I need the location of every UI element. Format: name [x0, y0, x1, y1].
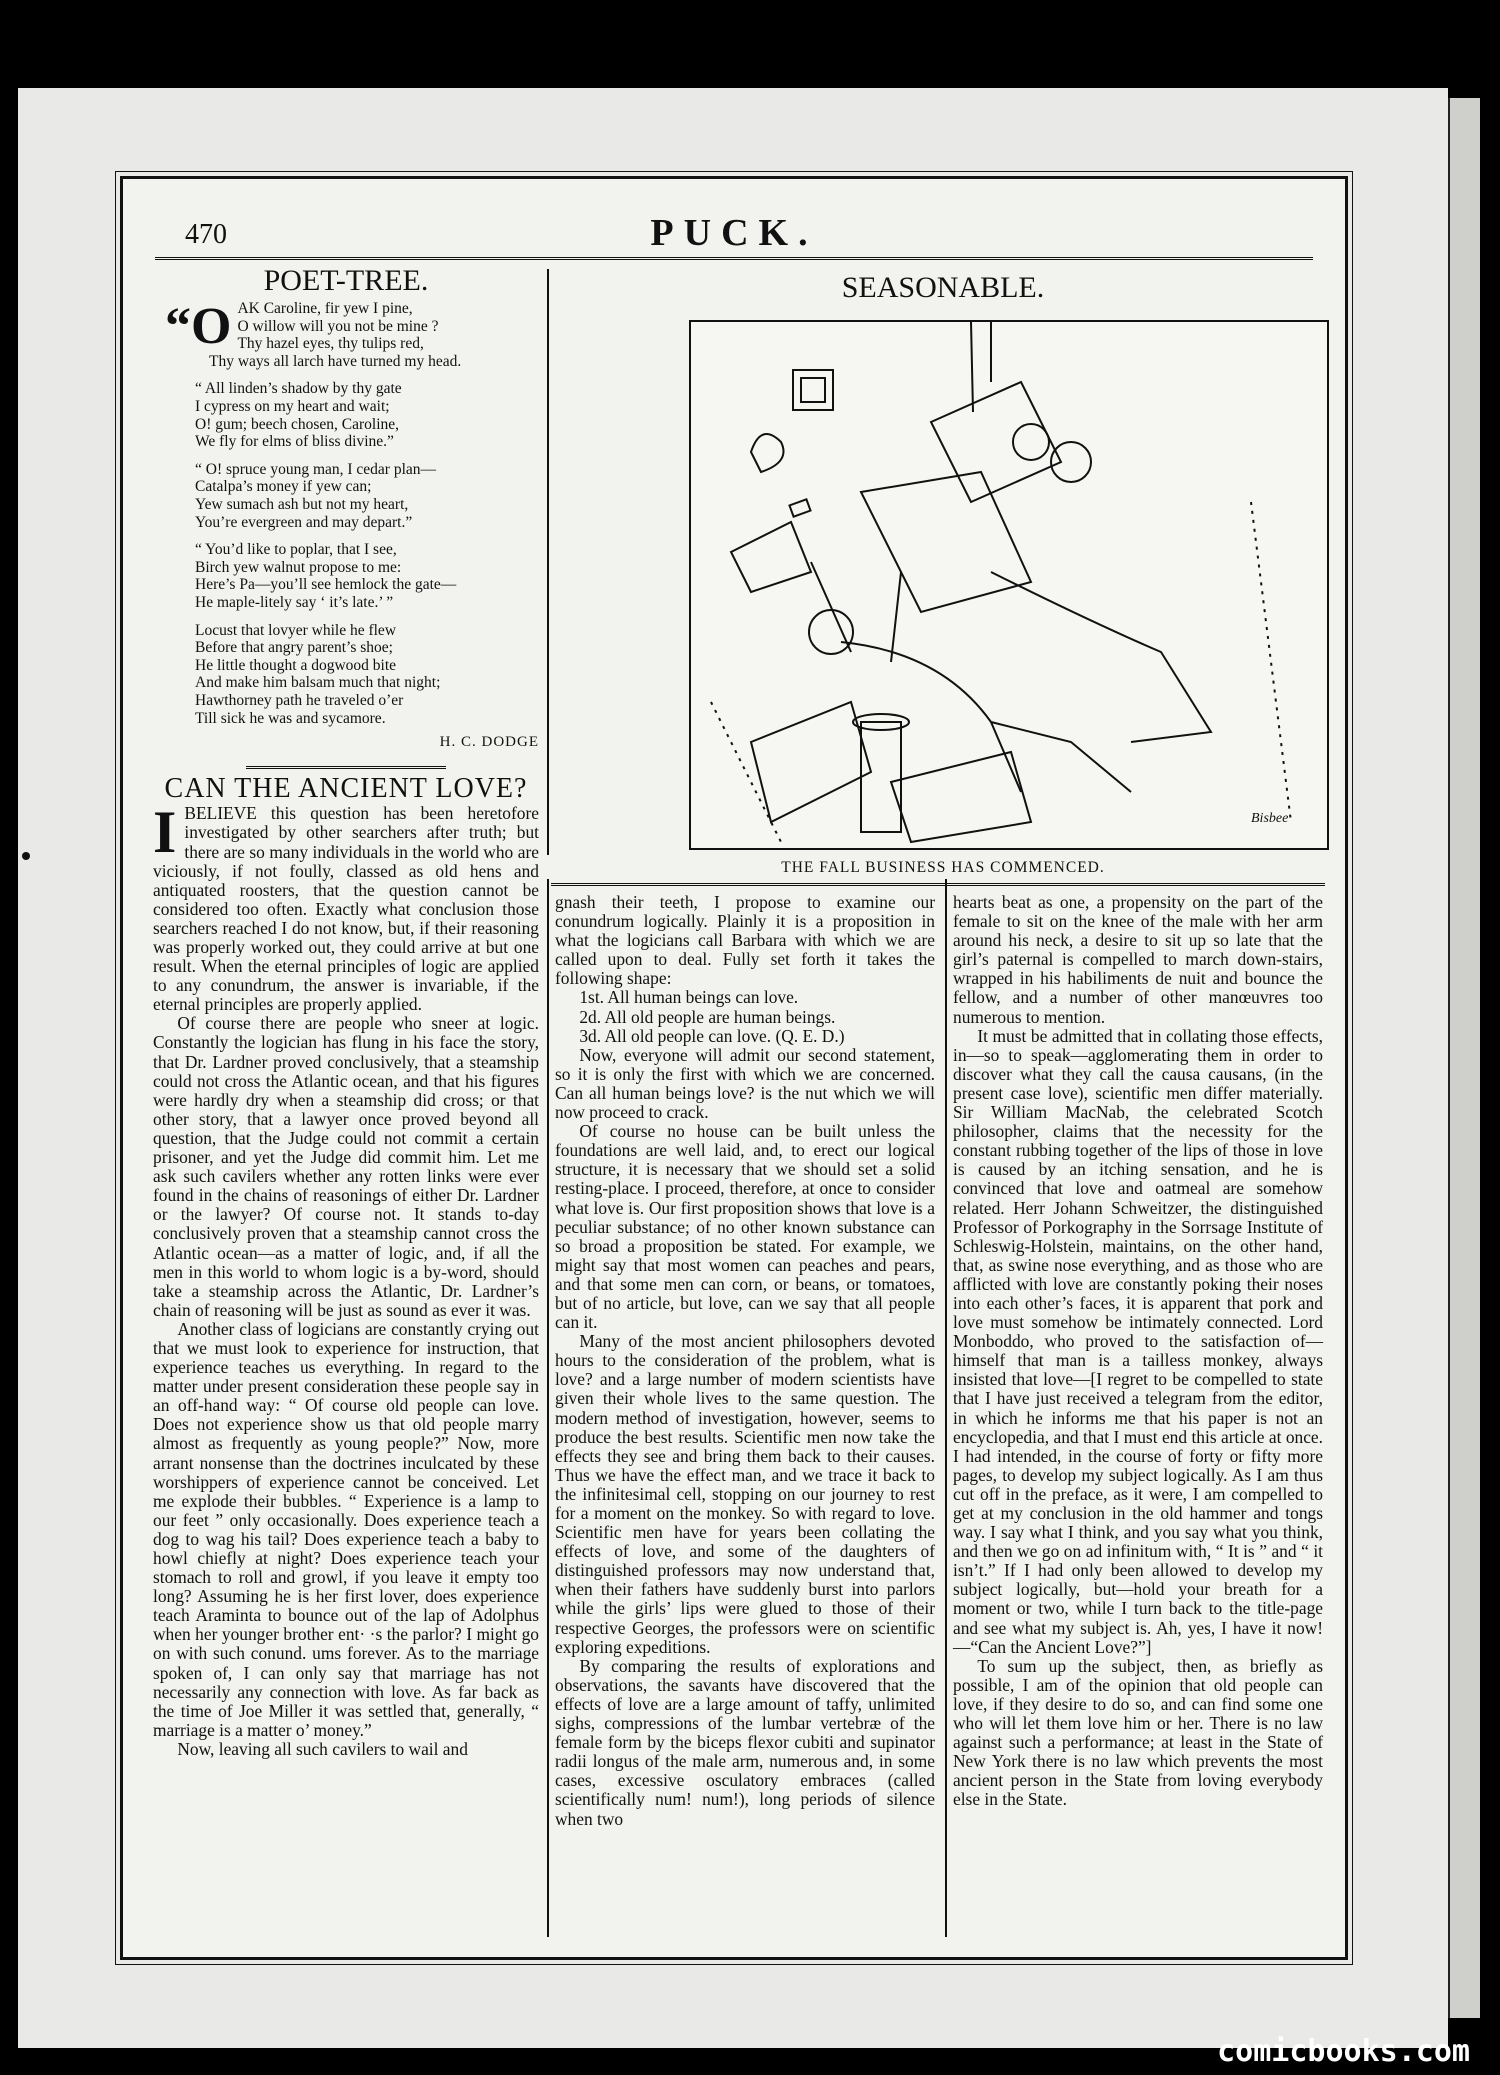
man-head: [809, 610, 853, 654]
page-frame: [120, 176, 1348, 1960]
poem-line: He maple-litely say ‘ it’s late.’ ”: [195, 594, 394, 611]
binding-hole: [22, 852, 30, 860]
stanza: [195, 541, 539, 611]
cartoon-illustration: [689, 320, 1329, 850]
column-3: [953, 893, 1323, 1810]
poem-line: Yew sumach ash but not my heart,: [195, 496, 409, 514]
poem-title: POET-TREE.: [263, 264, 429, 297]
poem-signature: H. C. DODGE: [439, 734, 539, 751]
poem-line: Hawthorney path he traveled o’er: [195, 691, 404, 709]
column-2: [555, 893, 935, 1829]
poem-line: Here’s Pa—you’ll see hemlock the gate—: [195, 576, 457, 594]
column-divider: [547, 269, 549, 855]
poem-line: I cypress on my heart and wait;: [195, 398, 390, 416]
column-1: [153, 264, 539, 1759]
article-paragraph: Another class of logicians are constantly crying out that we must look to experience for instruction, that experience teaches us everything. In regard to the matter under present consideration these people say in an off-hand way: “ Of course old people can love. Does not experience show us that old people marry almost as frequently as young people?” Now, more arrant nonsense than the doctrines inculcated by these worshippers of experience cannot be conceived. Let me explode their bubbles. “ Experience is a lamp to our feet ” only occasionally. Does experience teach a dog to wag his tail? Does experience teach a baby to howl chiefly at night? Does experience teach your stomach to roll and growl, if you leave it empty too long? Assuming he is her first lover, does experience teach Araminta to bounce out of the lap of Adolphus when her younger brother ent· ·s the parlor? I might go on with such conund. ums forever. As to the marriage spoken of, I can only say that marriage has not necessarily any connection with love. As far back as the time of Joe Miller it was settled that, generally, “ marriage is a matter o’ money.”: [153, 1318, 539, 1740]
page-edge: [1448, 98, 1480, 2018]
article-paragraph: [153, 799, 539, 1015]
article-drop-letter: I: [153, 799, 177, 866]
poem-line: O! gum; beech chosen, Caroline,: [195, 415, 400, 433]
article-title: CAN THE ANCIENT LOVE?: [164, 773, 528, 805]
poem-line: Locust that lovyer while he flew: [195, 621, 397, 639]
cartoon-drawing: [691, 322, 1327, 848]
stacked-box: [931, 382, 1061, 502]
poem-line: O willow will you not be mine ?: [237, 317, 439, 335]
flying-box-lid: [731, 522, 811, 592]
poem-line: “ O! spruce young man, I cedar plan—: [195, 460, 437, 478]
poem-drop-letter: [165, 298, 232, 356]
column-divider: [547, 879, 549, 1937]
cartoon-caption: THE FALL BUSINESS HAS COMMENCED.: [781, 859, 1105, 876]
flying-card: [789, 499, 810, 516]
syllogism-line: 1st. All human beings can love.: [579, 987, 799, 1008]
stanza: [195, 300, 539, 370]
article-paragraph: By comparing the results of explorations and observations, the savants have discovered that the effects of love are a large amount of taffy, unlimited sighs, compressions of the lumbar vertebræ of the female form by the biceps flexor cubiti and supinator radii longus of the male arm, numerous and, in some cases, excessive osculatory embraces (called scientifically num! num!), long periods of silence when two: [555, 1655, 935, 1829]
poem-line: Birch yew walnut propose to me:: [195, 558, 402, 576]
stanza: [195, 461, 539, 531]
poem-line: Thy hazel eyes, thy tulips red,: [237, 335, 424, 353]
door-frame: [971, 322, 991, 412]
onlooker-head: [1051, 442, 1091, 482]
poem-line: “ All linden’s shadow by thy gate: [195, 380, 402, 398]
syllogism-line: 3d. All old people can love. (Q. E. D.): [579, 1025, 845, 1046]
poem-line: Catalpa’s money if yew can;: [195, 478, 372, 496]
cloth-sheet: [991, 572, 1211, 742]
article-paragraph: To sum up the subject, then, as briefly as possible, I am of the opinion that old people can love, if they desire to do so, and can find some one who will let them love him or her. There is no law against such a performance; at least in the State of New York there is no law which prevents the most ancient person in the State from loving everybody else in the State.: [953, 1655, 1323, 1810]
article-paragraph: It must be admitted that in collating those effects, in—so to speak—agglomerating them in order to discover what they call the causa causans, (in the present case love), scientific men differ materially. Sir William MacNab, the celebrated Scotch philosopher, claims that the necessity for the constant rubbing together of the lips of those in love is caused by an itching sensation, and he is convinced that love and oatmeal are somehow related. Herr Johann Schweitzer, the distinguished Professor of Porkography in the Sorrsage Institute of Schleswig-Holstein, maintains, on the other hand, that, as swine nose everything, and as those who are afflicted with love are constantly poking their noses into each other’s faces, it is apparent that pork and love must somehow be intimately connected. Lord Monboddo, who proved to the satisfaction of—himself that man is a tailless monkey, always insisted that love—[I regret to be compelled to state that I have just received a telegram from the editor, in which he informs me that his paper is not an encyclopedia, and that I must end this article at once. I had intended, in the course of forty or fifty more pages, to develop my subject logically. As I am thus cut off in the preface, as it were, I am compelled to get at my conclusion in the old hammer and tongs way. I say what I think, and you say what you think, and then we go on ad infinitum with, “ It is ” and “ it isn’t.” If I had only been allowed to develop my subject logically, but—hold your breath for a moment or two, while I turn back to the title-page and see what my subject is. Ah, yes, I have it now!—“Can the Ancient Love?”]: [953, 1025, 1323, 1657]
poem-line: Thy ways all larch have turned my head.: [209, 352, 462, 370]
separator: [246, 766, 446, 769]
poem-line: He little thought a dogwood bite: [195, 656, 397, 674]
man-body: [841, 642, 1131, 792]
artist-signature: Bisbee: [1251, 811, 1289, 826]
article-paragraph: Now, leaving all such cavilers to wail and: [177, 1738, 468, 1759]
open-quote: “: [165, 298, 191, 356]
masthead: PUCK.: [650, 212, 818, 254]
drop-letter-o: O: [191, 298, 232, 356]
poem-line: AK Caroline, fir yew I pine,: [237, 300, 413, 318]
wall-picture: [793, 370, 833, 410]
onlooker-head: [1013, 424, 1049, 460]
poem-line: We fly for elms of bliss divine.”: [195, 433, 394, 451]
article-paragraph: Of course there are people who sneer at logic. Constantly the logician has flung in his face the story, that Dr. Lardner proved conclusively, that a steamship could not cross the Atlantic ocean, and that his figures were hardly dry when a steamship did cross; or that other story, that a lawyer once proved beyond all question, that the Judge could not commit a certain prisoner, and yet the Judge did commit him. Let me ask such cavilers whether any rotten links were ever found in the chains of reasonings of either Dr. Lardner or the lawyer? Of course not. It stands to-day conclusively proven that a steamship cannot cross the Atlantic ocean—as a matter of logic, and, if all the men in this world to whom logic is a by-word, should take a steamship across the Atlantic, Dr. Lardner’s chain of reasoning will be just as sound as ever it was.: [153, 1013, 539, 1320]
poem: [165, 298, 539, 727]
section-rule: [551, 883, 1325, 886]
poem-line: “ You’d like to poplar, that I see,: [195, 541, 397, 559]
stanza: [195, 622, 539, 728]
poem-line: Before that angry parent’s shoe;: [195, 639, 393, 657]
flying-vase: [751, 434, 784, 472]
article-paragraph: Many of the most ancient philosophers devoted hours to the consideration of the problem, what is love? and a large number of modern scientists have given their whole lives to the same question. The modern method of investigation, however, seems to produce the best results. Scientific men now take the effects they see and bring them back to their causes. Thus we have the effect man, and we trace it back to the infinitesimal cell, stopping on our journey to rest for a moment on the monkey. So with regard to love. Scientific men have for years been collating the effects of love, and some of the daughters of distinguished professors may now understand that, when their fathers have suddenly burst into parlors while the girls’ lips were glued to those of their respective Georges, the professors were on scientific exploring expeditions.: [555, 1331, 935, 1657]
stanza: [195, 380, 539, 450]
cartoon-title: SEASONABLE.: [841, 271, 1045, 304]
poem-line: You’re evergreen and may depart.”: [195, 513, 413, 531]
article-paragraph: hearts beat as one, a propensity on the part of the female to sit on the knee of the male with her arm around his neck, a desire to sit up so late that the girl’s paternal is compelled to march down-stairs, wrapped in his habiliments de nuit and bounce the fellow, and a number of other manœuvres too numerous to mention.: [953, 892, 1323, 1027]
article-text: BELIEVE this question has been heretofore investigated by other searchers after truth; but there are so many individuals in the world who are viciously, if not foully, classed as old hens and antiquated roosters, that the question cannot be considered too often. Exactly what conclusion those searchers reached I do not know, but, if their reasoning was properly worked out, they could arrive at but one result. When the eternal principles of logic are applied to any conundrum, the answer is invariable, if the eternal principles are properly applied.: [153, 803, 539, 1015]
watermark: comicbooks.com: [1217, 2034, 1470, 2069]
syllogism-line: 2d. All old people are human beings.: [579, 1006, 836, 1027]
header-rule: [155, 257, 1313, 260]
poem-line: And make him balsam much that night;: [195, 674, 441, 692]
column-divider: [945, 879, 947, 1937]
page-number: 470: [185, 219, 227, 250]
article-paragraph: Now, everyone will admit our second statement, so it is only the first with which we are concerned. Can all human beings love? is the nut which we will now proceed to crack.: [555, 1044, 935, 1123]
poem-line: Till sick he was and sycamore.: [195, 709, 386, 727]
stove-pipe: [861, 722, 901, 832]
article-paragraph: gnash their teeth, I propose to examine our conundrum logically. Plainly it is a proposition in what the logicians call Barbara with which we are called upon to deal. Fully set forth it takes the following shape:: [555, 892, 935, 989]
article-paragraph: Of course no house can be built unless the foundations are well laid, and, to erect our logical structure, it is necessary that we should set a solid resting-place. I proceed, therefore, at once to consider what love is. Our first proposition shows that love is a peculiar substance; of no other known substance can so broad a proposition be stated. For example, we might say that most women can peaches and pears, and that some men can corn, or beans, or tomatoes, but of no article, but love, can we say that all people can it.: [555, 1121, 935, 1333]
falling-crate: [861, 472, 1031, 612]
